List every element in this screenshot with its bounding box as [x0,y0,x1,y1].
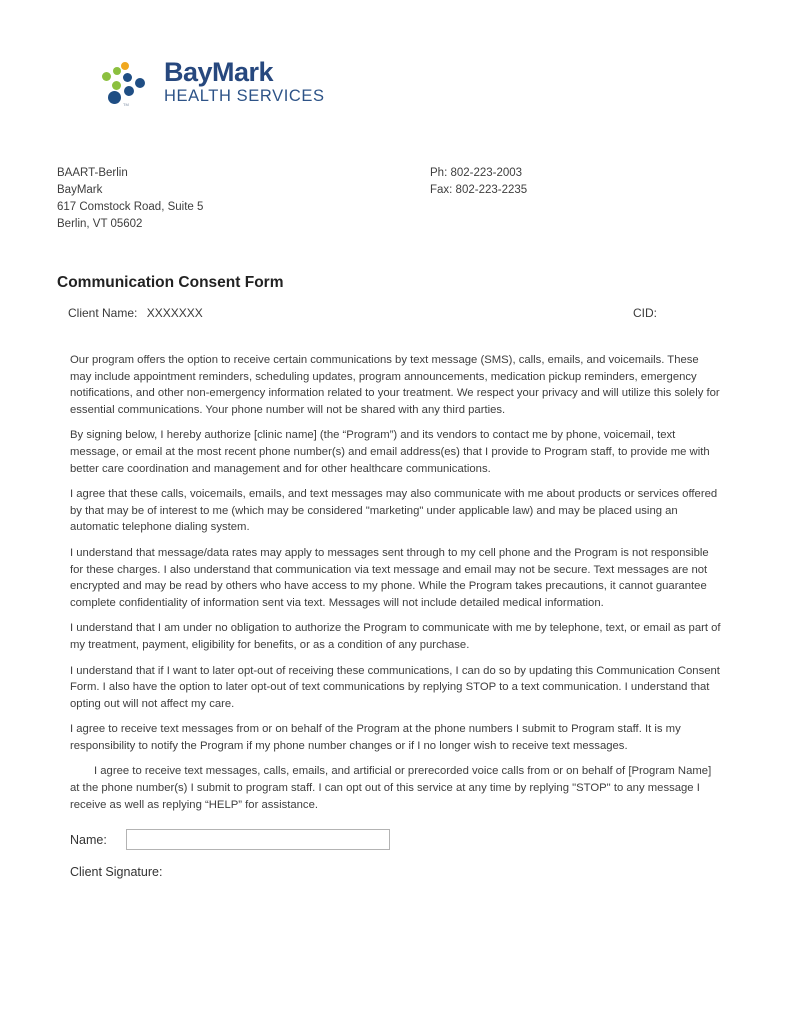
clinic-name-line: BAART-Berlin [57,167,128,179]
clinic-street-line: 617 Comstock Road, Suite 5 [57,201,204,213]
client-signature-label: Client Signature: [70,865,163,880]
page-title: Communication Consent Form [57,274,284,291]
consent-paragraph: I agree that these calls, voicemails, emails, and text messages may also communicate with me about products or services offered by that may be of interest to me (which may be considered "marketing" under applicable law) and may be placed using an automatic telephone dialing system. [70,488,718,534]
consent-paragraph: I understand that message/data rates may apply to messages sent through to my cell phone and the Program is not responsible for these charges. I also understand that communication via text message and email may not be secure. Text messages are not encrypted and may be read by others who have access to my phone. While the Program takes precautions, it cannot guarantee complete confidentiality of information sent via text. Messages will not include detailed medical information. [70,546,709,609]
consent-paragraph: By signing below, I hereby authorize [clinic name] (the “Program”) and its vendors to contact me by phone, voicemail, text message, or email at the most recent phone number(s) and email address(es) that I provide to Program staff, to provide me with better care coordination and management and for other healthcare communications. [70,429,710,475]
logo-dot-green [112,81,121,90]
logo-tagline: HEALTH SERVICES [164,87,325,105]
clinic-phone-block [430,165,527,199]
logo-trademark: TM [123,102,129,107]
cid-label: CID: [633,306,657,320]
client-info-row [68,306,734,322]
clinic-city-line: Berlin, VT 05602 [57,218,143,230]
baymark-logo-icon [93,55,150,115]
clinic-fax: Fax: 802-223-2235 [430,184,528,196]
logo-dot-yellow [121,62,129,70]
clinic-contact-block [57,165,734,233]
consent-paragraph: Our program offers the option to receive certain communications by text message (SMS), calls, emails, and voicemails. These may include appointment reminders, scheduling updates, program announcements, medication pickup reminders, emergency notifications, and other non-emergency information related to your treatment. We respect your privacy and will utilize this solely for essential communications. Your phone number will not be shared with any third parties. [70,354,720,416]
baymark-logo [93,55,734,127]
consent-body [70,352,722,813]
logo-dot-blue [108,91,121,104]
name-label: Name: [70,832,107,847]
consent-paragraph: I agree to receive text messages, calls, emails, and artificial or prerecorded voice calls from or on behalf of [Program Name] at the phone number(s) I submit to program staff. I can opt out of this service at any time by replying "STOP" to any message I receive as well as replying “HELP” for assistance. [70,765,712,811]
client-name-value: XXXXXXX [146,306,203,320]
clinic-address [57,165,734,233]
logo-dot-blue [135,78,145,88]
logo-dot-green [113,67,121,75]
logo-dot-green [102,72,111,81]
logo-dot-blue [124,86,134,96]
consent-paragraph: I understand that if I want to later opt-out of receiving these communications, I can do so by updating this Communication Consent Form. I also have the option to later opt-out of text communications by replying STOP to a text communication. I understand that opting out will not affect my care. [70,664,720,710]
name-input[interactable] [126,829,390,850]
consent-paragraph: I agree to receive text messages from or on behalf of the Program at the phone numbers I submit to Program staff. It is my responsibility to notify the Program if my phone number changes or if I no longer wish to receive text messages. [70,723,681,752]
logo-brand-name: BayMark [164,57,274,87]
client-name-label: Client Name: [68,306,138,320]
logo-dot-blue [123,73,132,82]
logo-text [164,55,325,106]
name-field-row [70,829,734,850]
clinic-organization-line: BayMark [57,184,103,196]
consent-paragraph: I understand that I am under no obligation to authorize the Program to communicate with me by telephone, text, or email as part of my treatment, payment, eligibility for benefits, or as a condition of any purchase. [70,622,721,651]
clinic-phone: Ph: 802-223-2003 [430,167,523,179]
